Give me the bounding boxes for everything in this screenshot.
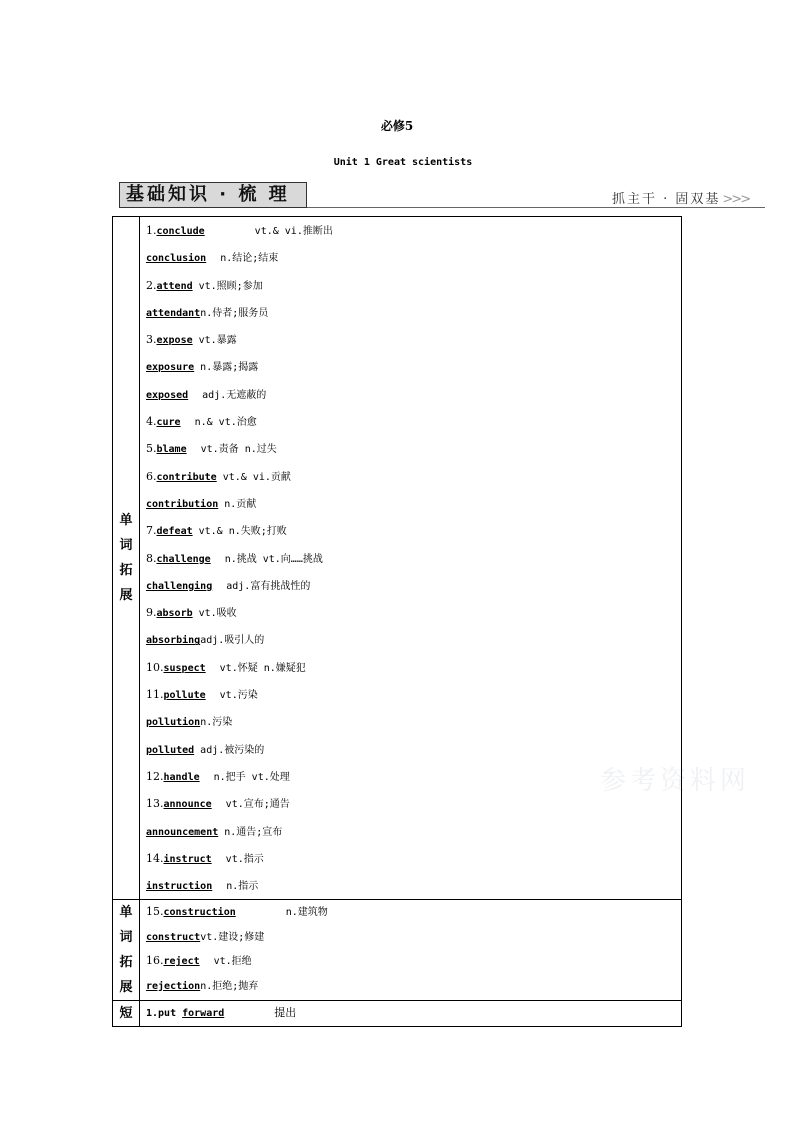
banner-subtitle (612, 188, 749, 207)
section-banner-label: 基础知识 · 梳 理 (119, 182, 307, 208)
side-char: 单 (119, 905, 133, 921)
watermark-text: 参考资料网 (600, 766, 751, 796)
vocab-gloss: vt.建设;修建 (200, 931, 265, 943)
side-char: 拓 (119, 563, 133, 579)
vocab-gloss: n.拒绝;抛弃 (200, 980, 259, 992)
vocab-word: attendant (146, 307, 201, 319)
vocab-word: defeat (156, 526, 193, 538)
vocab-word: exposed (146, 389, 189, 401)
vocab-word: exposure (146, 362, 195, 374)
vocab-row (146, 872, 681, 899)
vocab-row (146, 925, 681, 950)
banner-divider (307, 207, 765, 208)
vocab-word: rejection (146, 980, 201, 992)
vocab-row: 13.announce vt.宣布;通告 (146, 790, 681, 817)
side-label-word-expansion (113, 217, 140, 900)
vocab-word: pollution (146, 717, 201, 729)
vocab-row (146, 708, 681, 735)
vocab-row: 8.challenge n.挑战 vt.向……挑战 (146, 545, 681, 572)
vocab-word: handle (163, 771, 200, 783)
phrase-prefix: 1.put (146, 1008, 177, 1020)
vocab-word: challenging (146, 580, 213, 592)
vocab-word: conclude (156, 226, 205, 237)
vocab-gloss: vt.宣布;通告 (225, 799, 290, 811)
vocab-gloss: n.指示 (226, 881, 259, 893)
vocab-gloss: vt.指示 (225, 853, 264, 865)
vocab-gloss: vt.怀疑 n.嫌疑犯 (219, 662, 306, 674)
vocab-gloss: n.贡献 (224, 498, 257, 510)
vocab-word: polluted (146, 744, 195, 756)
vocab-row (146, 818, 681, 845)
vocab-row: 14.instruct vt.指示 (146, 845, 681, 872)
vocab-word: pollute (163, 690, 206, 702)
vocab-gloss: adj.被污染的 (200, 744, 265, 756)
vocab-gloss: vt.暴露 (198, 335, 237, 347)
vocab-row (146, 244, 681, 271)
vocab-row (146, 353, 681, 380)
vocab-gloss: vt.污染 (219, 690, 258, 702)
vocab-row (146, 974, 681, 999)
vocab-gloss: adj.富有挑战性的 (226, 580, 311, 592)
vocab-list (140, 217, 682, 900)
vocab-gloss: vt.& vi.贡献 (222, 471, 291, 483)
phrase-list (140, 1001, 682, 1027)
vocab-row: 2.attend vt.照顾;参加 (146, 272, 681, 299)
vocab-gloss: vt.& n.失败;打败 (198, 526, 287, 538)
vocab-row: 9.absorb vt.吸收 (146, 599, 681, 626)
section-word-expansion-2 (113, 900, 682, 1001)
side-char: 拓 (119, 955, 133, 971)
vocab-gloss: n.通告;宣布 (224, 826, 283, 838)
vocab-word: absorb (156, 608, 193, 620)
phrase-row (146, 1001, 681, 1026)
vocab-word: conclusion (146, 253, 207, 265)
vocab-row: 5.blame vt.责备 n.过失 (146, 435, 681, 462)
page-title: 必修5 (380, 119, 414, 133)
side-char: 展 (119, 588, 133, 604)
vocab-word: construct (146, 931, 201, 943)
chevrons-right-icon: >>> (722, 192, 750, 207)
vocab-word: reject (163, 956, 200, 968)
vocab-gloss: adj.吸引人的 (200, 635, 265, 647)
vocab-row: 15.construction n.建筑物 (146, 900, 681, 925)
vocab-row (146, 736, 681, 763)
side-char: 词 (119, 538, 133, 554)
vocab-row: 12.handle n.把手 vt.处理 (146, 763, 681, 790)
vocab-gloss: n.把手 vt.处理 (213, 771, 290, 783)
unit-heading: Unit 1 Great scientists (333, 157, 473, 168)
vocab-gloss: n.& vt.治愈 (194, 417, 257, 429)
vocab-gloss: n.建筑物 (285, 907, 328, 919)
vocab-word: cure (156, 417, 181, 429)
vocab-row: 16.reject vt.拒绝 (146, 949, 681, 974)
side-label-phrases (113, 1001, 140, 1027)
vocab-row: 4.cure n.& vt.治愈 (146, 408, 681, 435)
vocab-word: construction (163, 907, 236, 919)
vocab-row: 10.suspect vt.怀疑 n.嫌疑犯 (146, 654, 681, 681)
vocab-word: attend (156, 280, 193, 292)
vocab-gloss: vt.责备 n.过失 (200, 444, 277, 456)
phrase-gloss: 提出 (274, 1006, 297, 1020)
side-char: 单 (119, 513, 133, 529)
vocab-row (146, 299, 681, 326)
vocab-list (140, 900, 682, 1001)
vocab-word: announce (163, 799, 212, 811)
banner-subtitle-text: 抓主干 · 固双基 (612, 192, 721, 207)
side-char: 词 (119, 930, 133, 946)
vocabulary-table (112, 216, 682, 1027)
vocab-gloss: n.挑战 vt.向……挑战 (224, 553, 323, 565)
vocab-row (146, 572, 681, 599)
vocab-gloss: vt.吸收 (198, 608, 237, 620)
vocab-word: contribution (146, 498, 219, 510)
section-word-expansion-1 (113, 217, 682, 900)
vocab-word: contribute (156, 471, 217, 483)
side-char: 短 (119, 1006, 133, 1022)
vocab-gloss: n.侍者;服务员 (200, 307, 269, 319)
vocab-word: challenge (156, 553, 211, 565)
section-phrases (113, 1001, 682, 1027)
vocab-word: expose (156, 335, 193, 347)
vocab-row: 11.pollute vt.污染 (146, 681, 681, 708)
vocab-word: instruction (146, 881, 213, 893)
vocab-gloss: n.污染 (200, 717, 233, 729)
vocab-row (146, 381, 681, 408)
vocab-row: 7.defeat vt.& n.失败;打败 (146, 517, 681, 544)
side-label-word-expansion (113, 900, 140, 1001)
vocab-row (146, 626, 681, 653)
vocab-row: 6.contribute vt.& vi.贡献 (146, 463, 681, 490)
vocab-gloss: adj.无遮蔽的 (202, 389, 267, 401)
vocab-gloss: n.暴露;揭露 (200, 362, 259, 374)
vocab-gloss: vt.照顾;参加 (198, 280, 263, 292)
vocab-row (146, 490, 681, 517)
vocab-word: announcement (146, 826, 219, 838)
vocab-gloss: vt.& vi.推断出 (254, 226, 333, 237)
vocab-row: 1.conclude vt.& vi.推断出 (146, 217, 681, 244)
vocab-word: blame (156, 444, 187, 456)
phrase-word: forward (182, 1008, 225, 1020)
side-char: 展 (119, 980, 133, 996)
vocab-word: suspect (163, 662, 206, 674)
vocab-word: absorbing (146, 635, 201, 647)
vocab-word: instruct (163, 853, 212, 865)
vocab-gloss: n.结论;结束 (220, 253, 279, 265)
vocab-gloss: vt.拒绝 (213, 956, 252, 968)
vocab-row: 3.expose vt.暴露 (146, 326, 681, 353)
